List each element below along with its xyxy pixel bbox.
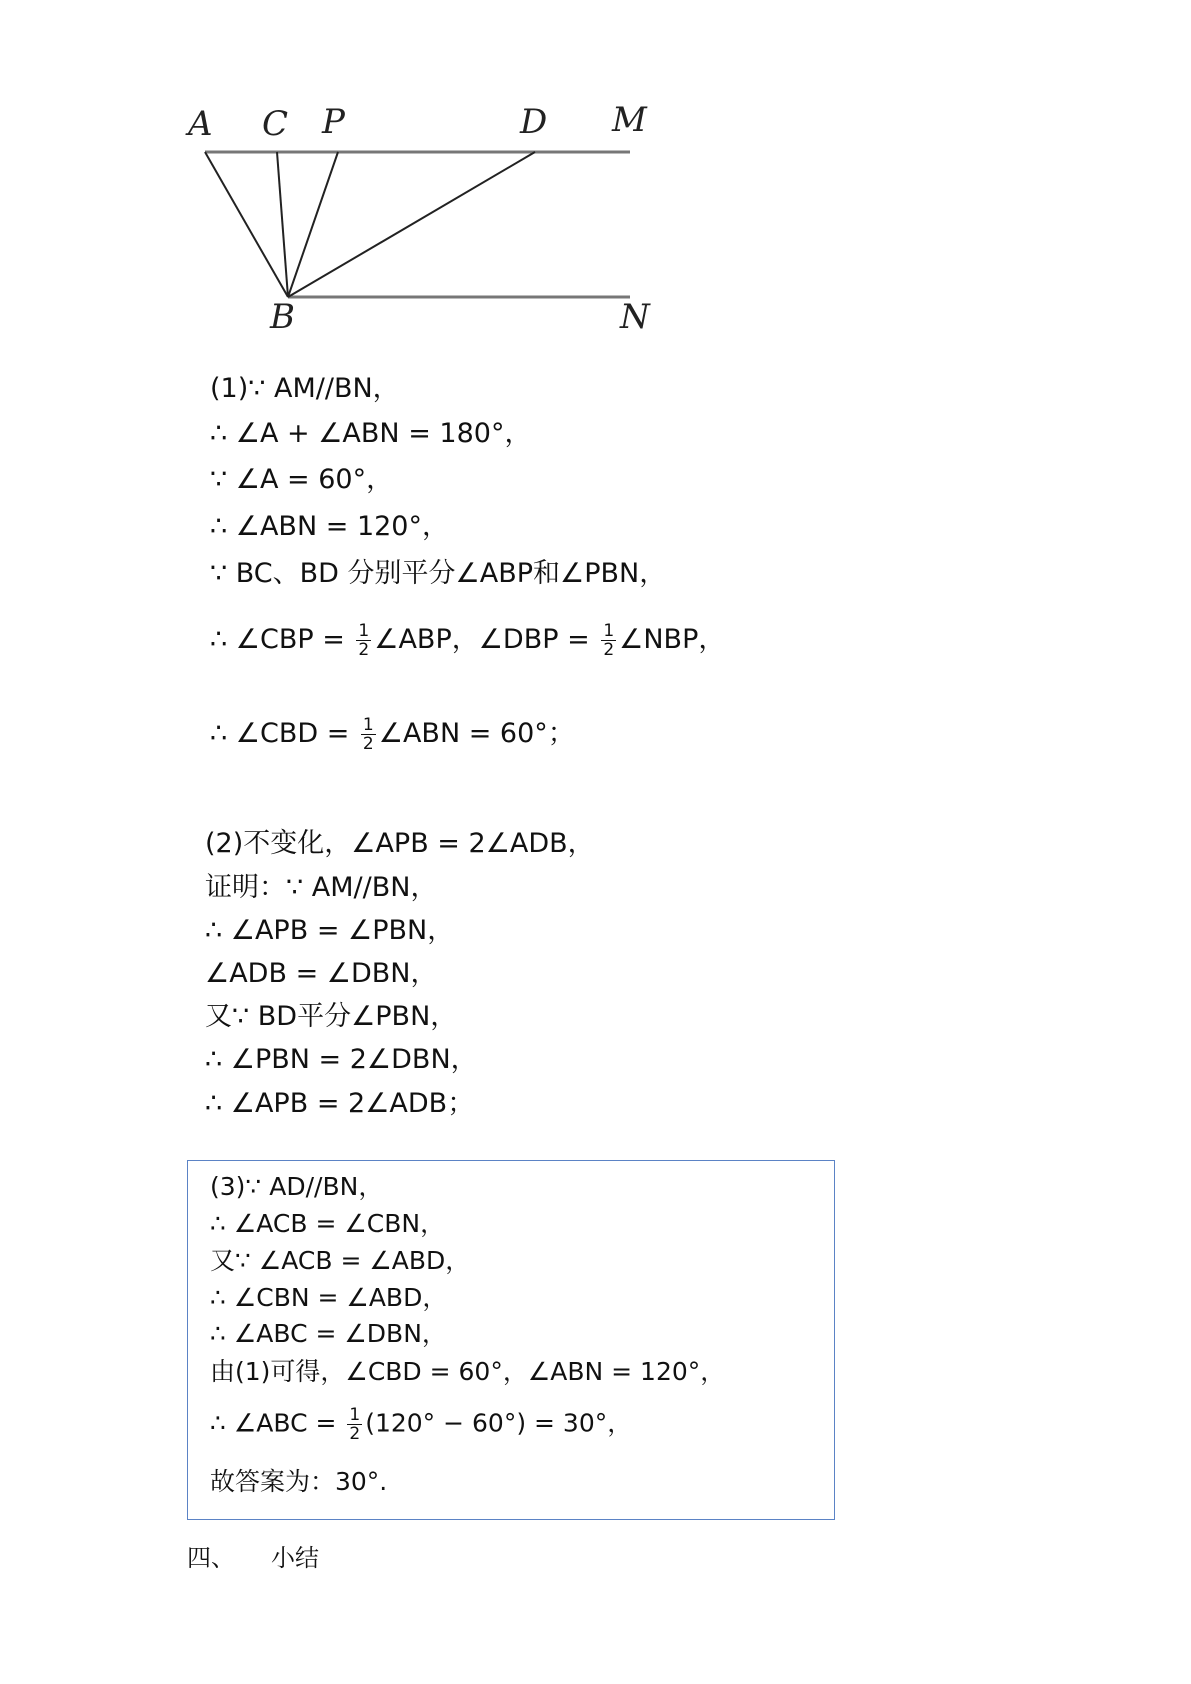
- label-b: B: [270, 297, 295, 337]
- part1-line-7b: ∠ABN = 60°；: [378, 718, 575, 749]
- label-n: N: [620, 297, 650, 337]
- part1-line-2: ∴ ∠A + ∠ABN = 180°，: [210, 418, 532, 449]
- geometry-figure: [180, 95, 680, 345]
- segment-pb: [288, 152, 338, 297]
- part3-line-5: ∴ ∠ABC = ∠DBN，: [210, 1319, 447, 1348]
- part1-line-6: [210, 622, 725, 659]
- part1-line-3: ∵ ∠A = 60°，: [210, 464, 394, 495]
- segment-ab: [205, 152, 288, 297]
- section-number: 四、: [187, 1544, 235, 1572]
- part1-line-7a: ∴ ∠CBD =: [210, 718, 358, 749]
- fraction-half: $\frac{1}{2}$: [358, 621, 370, 660]
- fraction-half: $\frac{1}{2}$: [362, 715, 374, 754]
- part2-line-7: ∴ ∠APB = 2∠ADB；: [205, 1088, 475, 1119]
- part1-line-5: ∵ BC、BD 分别平分∠ABP和∠PBN，: [210, 558, 667, 589]
- part3-line-4: ∴ ∠CBN = ∠ABD，: [210, 1283, 448, 1312]
- figure-lines: [205, 152, 630, 297]
- part2-line-3: ∴ ∠APB = ∠PBN，: [205, 915, 455, 946]
- part1-line-6b: ∠ABP，∠DBP =: [374, 624, 599, 655]
- part1-line-6c: ∠NBP，: [619, 624, 726, 655]
- section-title: 小结: [271, 1544, 319, 1572]
- part3-line-2: ∴ ∠ACB = ∠CBN，: [210, 1209, 446, 1238]
- section-heading-summary: [187, 1543, 319, 1573]
- part3-line-8: 故答案为：30°.: [210, 1467, 388, 1496]
- part2-line-6: ∴ ∠PBN = 2∠DBN，: [205, 1044, 478, 1075]
- fraction-half: $\frac{1}{2}$: [349, 1405, 361, 1444]
- part1-line-1: (1)∵ AM//BN，: [210, 373, 400, 404]
- part3-line-7b: (120° − 60°) = 30°，: [365, 1408, 633, 1438]
- fraction-half: $\frac{1}{2}$: [603, 621, 615, 660]
- label-d: D: [520, 102, 548, 142]
- part1-line-4: ∴ ∠ABN = 120°，: [210, 511, 449, 542]
- label-p: P: [322, 102, 345, 142]
- part3-solution-box: [187, 1160, 835, 1520]
- part3-line-7a: ∴ ∠ABC =: [210, 1408, 345, 1438]
- part3-line-3: 又∵ ∠ACB = ∠ABD，: [210, 1246, 471, 1275]
- label-c: C: [262, 104, 289, 144]
- segment-db: [288, 152, 535, 297]
- part1-line-6a: ∴ ∠CBP =: [210, 624, 354, 655]
- figure-segments: [205, 152, 535, 297]
- label-m: M: [612, 100, 647, 140]
- part3-line-7: [210, 1406, 632, 1443]
- part2-line-4: ∠ADB = ∠DBN，: [205, 958, 438, 989]
- part3-line-6: 由(1)可得，∠CBD = 60°，∠ABN = 120°，: [210, 1357, 726, 1386]
- part3-line-1: (3)∵ AD//BN，: [210, 1172, 384, 1201]
- segment-cb: [277, 152, 288, 297]
- part2-line-1: (2)不变化，∠APB = 2∠ADB，: [205, 828, 595, 859]
- part1-line-7: [210, 716, 575, 753]
- part2-line-2: 证明：∵ AM//BN，: [205, 872, 438, 903]
- part2-line-5: 又∵ BD平分∠PBN，: [205, 1001, 458, 1032]
- label-a: A: [188, 104, 213, 144]
